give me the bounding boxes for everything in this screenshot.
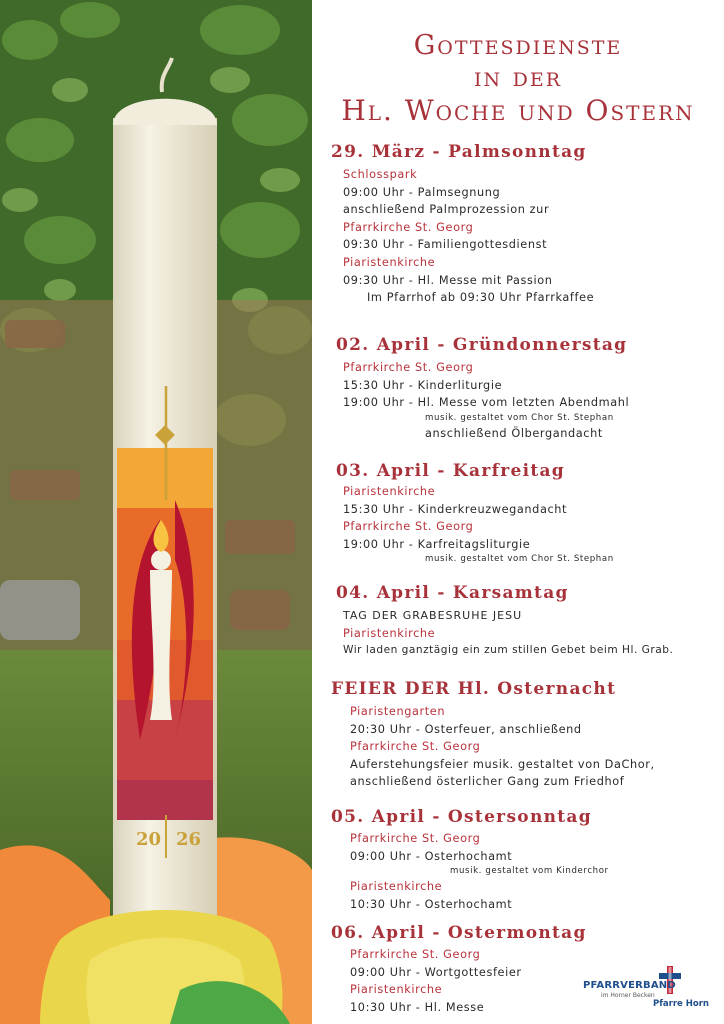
section-gruendonnerstag bbox=[312, 334, 724, 442]
service-line: 09:30 Uhr - Hl. Messe mit Passion bbox=[343, 273, 553, 287]
section-karfreitag bbox=[312, 460, 724, 566]
location-label: Pfarrkirche St. Georg bbox=[343, 361, 474, 374]
section-heading: 02. April - Gründonnerstag bbox=[336, 335, 628, 355]
service-line: 09:00 Uhr - Wortgottesfeier bbox=[350, 965, 522, 979]
service-line: 09:30 Uhr - Familiengottesdienst bbox=[343, 238, 548, 252]
section-karsamstag bbox=[312, 582, 724, 660]
location-label: Pfarrkirche St. Georg bbox=[350, 740, 481, 754]
poster-title-line3: Hl. Woche und Ostern bbox=[341, 94, 695, 127]
location-label: Piaristengarten bbox=[350, 705, 446, 718]
section-heading: FEIER DER Hl. Osternacht bbox=[331, 679, 617, 699]
service-line: 19:00 Uhr - Hl. Messe vom letzten Abendmahl bbox=[343, 396, 630, 410]
pfarrverband-logo bbox=[583, 966, 713, 1012]
section-palmsonntag bbox=[312, 141, 724, 307]
music-note: musik. gestaltet vom Chor St. Stephan bbox=[425, 554, 614, 565]
service-line: Wir laden ganztägig ein zum stillen Gebet beim Hl. Grab. bbox=[343, 644, 674, 657]
logo-name: PFARRVERBAND bbox=[583, 980, 676, 991]
location-label: Piaristenkirche bbox=[343, 485, 436, 498]
poster-title-line1: Gottesdienste bbox=[413, 30, 623, 61]
location-label: Schlosspark bbox=[343, 168, 418, 181]
logo-subtitle: im Horner Becken bbox=[601, 992, 655, 999]
section-heading: 05. April - Ostersonntag bbox=[331, 807, 592, 827]
service-line: 09:00 Uhr - Palmsegnung bbox=[343, 185, 501, 199]
service-line: Auferstehungsfeier musik. gestaltet von DaChor, bbox=[350, 757, 655, 771]
service-line: 19:00 Uhr - Karfreitagsliturgie bbox=[343, 537, 531, 551]
music-note: musik. gestaltet vom Kinderchor bbox=[450, 866, 609, 877]
service-line: 10:30 Uhr - Osterhochamt bbox=[350, 897, 513, 911]
poster-title-line2: in der bbox=[473, 62, 563, 93]
service-line: 09:00 Uhr - Osterhochamt bbox=[350, 849, 513, 863]
section-heading: 29. März - Palmsonntag bbox=[331, 142, 587, 162]
location-label: Pfarrkirche St. Georg bbox=[350, 948, 481, 961]
service-line: anschließend österlicher Gang zum Friedhof bbox=[350, 775, 625, 789]
candle-year-left: 20 bbox=[136, 829, 162, 850]
section-heading: 03. April - Karfreitag bbox=[336, 461, 565, 481]
candle-year-right: 26 bbox=[176, 829, 202, 850]
music-note: musik. gestaltet vom Chor St. Stephan bbox=[425, 412, 614, 423]
section-heading: 06. April - Ostermontag bbox=[331, 923, 587, 943]
section-ostersonntag bbox=[312, 806, 724, 913]
location-label: Pfarrkirche St. Georg bbox=[343, 520, 474, 534]
location-label: Pfarrkirche St. Georg bbox=[350, 832, 481, 845]
service-line: 10:30 Uhr - Hl. Messe bbox=[350, 1000, 485, 1014]
service-line: anschließend Palmprozession zur bbox=[343, 203, 550, 217]
section-heading: 04. April - Karsamtag bbox=[336, 583, 569, 603]
location-label: Piaristenkirche bbox=[350, 983, 443, 997]
candle-illustration bbox=[0, 0, 312, 1024]
service-note: Im Pfarrhof ab 09:30 Uhr Pfarrkaffee bbox=[367, 291, 595, 305]
section-osternacht bbox=[312, 678, 724, 791]
service-note: anschließend Ölbergandacht bbox=[425, 426, 603, 440]
location-label: Piaristenkirche bbox=[343, 626, 436, 640]
schedule-panel bbox=[312, 0, 724, 1024]
service-line: 15:30 Uhr - Kinderliturgie bbox=[343, 378, 503, 392]
location-label: Pfarrkirche St. Georg bbox=[343, 220, 474, 234]
service-line: 15:30 Uhr - Kinderkreuzwegandacht bbox=[343, 502, 568, 516]
easter-candle-photo bbox=[0, 0, 312, 1024]
service-line: 20:30 Uhr - Osterfeuer, anschließend bbox=[350, 722, 582, 736]
location-label: Piaristenkirche bbox=[343, 255, 436, 269]
logo-parish: Pfarre Horn bbox=[653, 999, 709, 1009]
location-label: Piaristenkirche bbox=[350, 880, 443, 894]
day-motto: TAG DER GRABESRUHE JESU bbox=[343, 609, 523, 622]
